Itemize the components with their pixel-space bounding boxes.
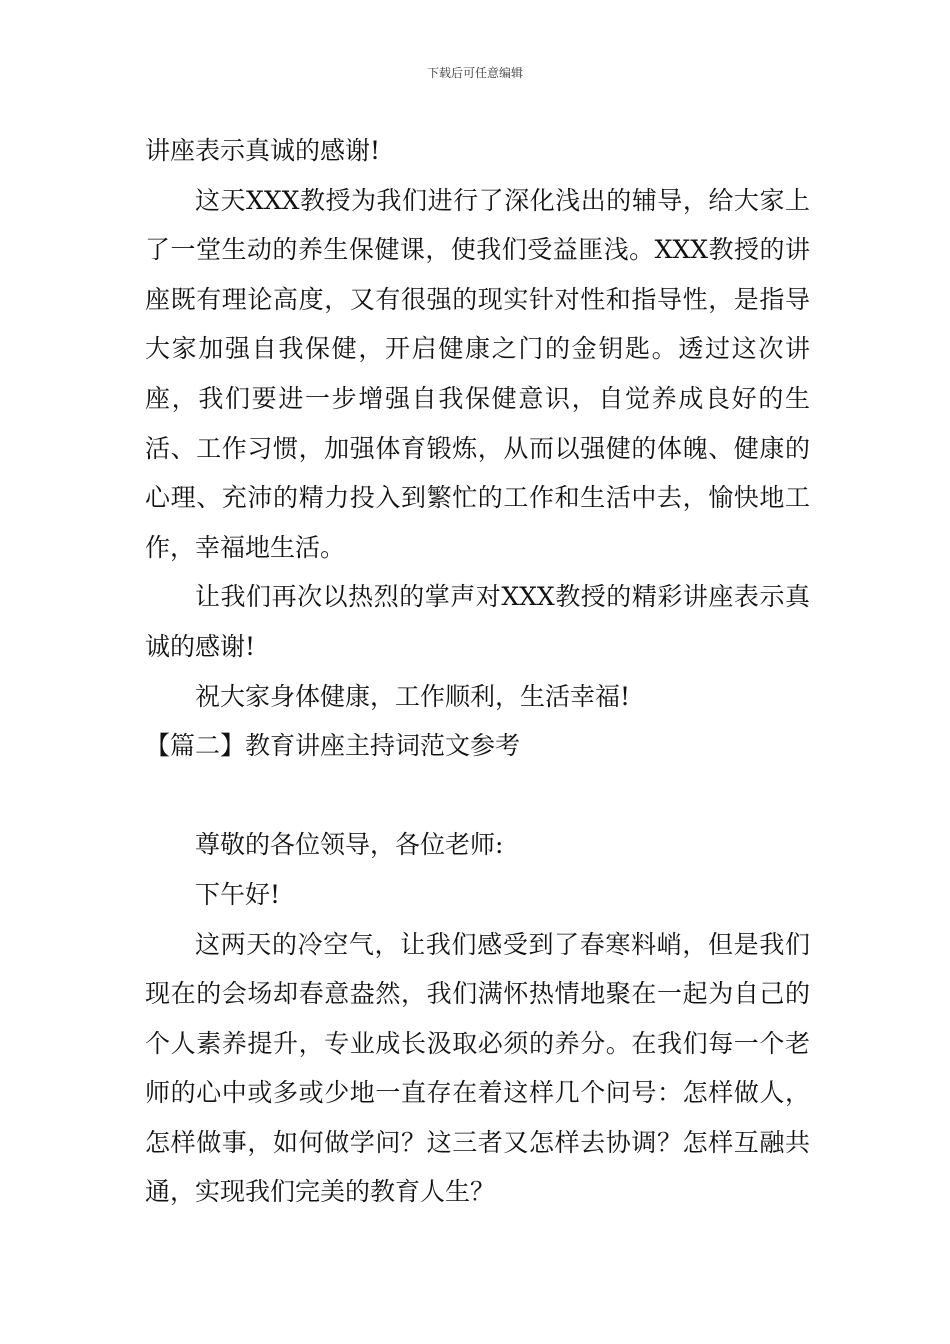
paragraph-thanks: 让我们再次以热烈的掌声对XXX教授的精彩讲座表示真诚的感谢! [145,582,810,661]
paragraph-greeting: 下午好! [195,879,281,909]
paragraph-salutation: 尊敬的各位领导，各位老师: [195,830,504,860]
paragraph-continuation: 讲座表示真诚的感谢! [145,136,381,165]
page-header: 下载后可任意编辑 [426,66,523,80]
blank-line [145,771,810,821]
paragraph-wishes: 祝大家身体健康，工作顺利，生活幸福! [195,681,631,711]
paragraph-lecture-summary: 这天XXX教授为我们进行了深化浅出的辅导，给大家上了一堂生动的养生保健课，使我们受益匪浅。XXX教授的讲座既有理论高度，又有很强的现实针对性和指导性，是指导大家加强自我保健，开启健康之门的金钥匙。透过这次讲座，我们要进一步增强自我保健意识，自觉养成良好的生活、工作习惯，加强体育锻炼，从而以强健的体魄、健康的心理、充沛的精力投入到繁忙的工作和生活中去，愉快地工作，幸福地生活。 [145,185,810,562]
paragraph-opening: 这两天的冷空气，让我们感受到了春寒料峭，但是我们现在的会场却春意盎然，我们满怀热情地聚在一起为自己的个人素养提升，专业成长汲取必须的养分。在我们每一个老师的心中或多或少地一直存在着这样几个问号：怎样做人，怎样做事，如何做学问？这三者又怎样去协调？怎样互融共通，实现我们完美的教育人生？ [145,929,810,1207]
document-body [145,126,810,1217]
section-heading: 【篇二】教育讲座主持词范文参考 [145,731,521,761]
